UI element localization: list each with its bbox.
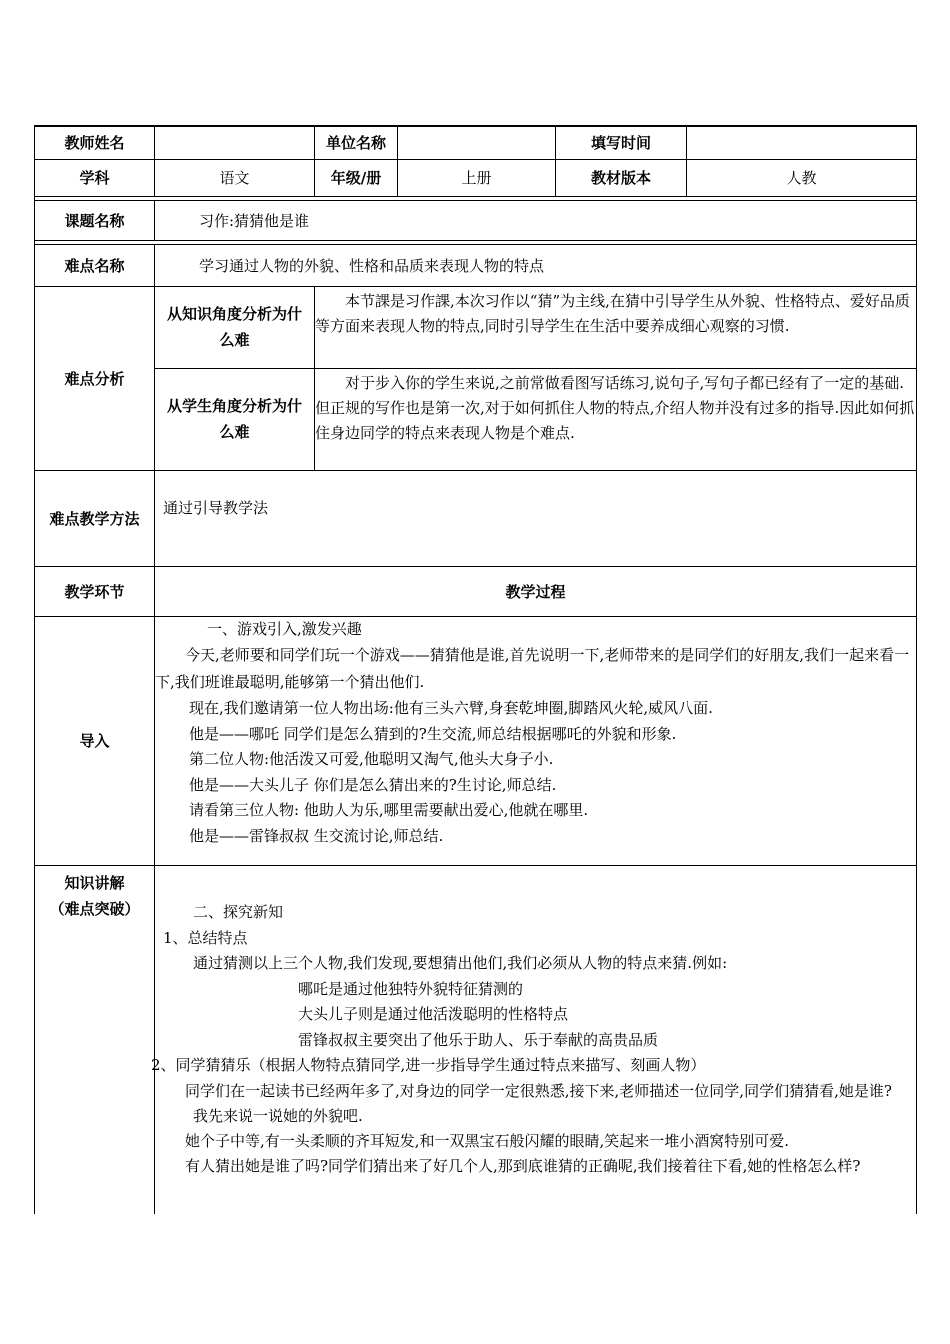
process-header-label: 教学过程 — [155, 566, 917, 616]
knowledge-label-line1: 知识讲解 — [64, 873, 125, 892]
knowledge-paragraph: 她个子中等,有一头柔顺的齐耳短发,和一双黑宝石般闪耀的眼睛,笑起来一堆小酒窝特别可爱. — [185, 1132, 790, 1151]
knowledge-content — [151, 865, 917, 1214]
knowledge-paragraph: 有人猜出她是谁了吗?同学们猜出来了好几个人,那到底谁猜的正确呢,我们接着往下看,她的性格怎么样? — [185, 1157, 861, 1176]
unit-value — [398, 126, 556, 159]
intro-line: 他是——哪吒 同学们是怎么猜到的?生交流,师总结根据哪吒的外貌和形象. — [189, 724, 677, 743]
knowledge-angle-label: 从知识角度分析为什么难 — [155, 286, 315, 368]
unit-label: 单位名称 — [315, 126, 398, 159]
student-angle-text: 对于步入你的学生来说,之前常做看图写话练习,说句子,写句子都已经有了一定的基础.但正规的写作也是第一次,对于如何抓住人物的特点,介绍人物并没有过多的指导.因此如何抓住身边同学的特点来表现人物是个难点. — [315, 373, 915, 442]
knowledge-label — [35, 865, 155, 1214]
difficulty-label: 难点名称 — [35, 244, 155, 286]
knowledge-paragraph: 同学们在一起读书已经两年多了,对身边的同学一定很熟悉,接下来,老师描述一位同学,同学们猜猜看,她是谁? — [185, 1081, 892, 1100]
topic-label: 课题名称 — [35, 200, 155, 240]
subject-label: 学科 — [35, 159, 155, 196]
knowledge-sub-heading-1: 1、总结特点 — [163, 928, 248, 947]
difficulty-value: 学习通过人物的外貌、性格和品质来表现人物的特点 — [155, 244, 917, 286]
analysis-label: 难点分析 — [35, 286, 155, 470]
knowledge-angle-text: 本节課是习作課,本次习作以“猜”为主线,在猜中引导学生从外貌、性格特点、爱好品质等方面来表现人物的特点,同时引导学生在生活中要养成细心观察的习惯. — [315, 291, 910, 335]
knowledge-heading: 二、探究新知 — [193, 903, 284, 922]
method-value: 通过引导教学法 — [155, 470, 917, 566]
knowledge-example: 大头儿子则是通过他活泼聪明的性格特点 — [298, 1005, 569, 1024]
stage-header-label: 教学环节 — [35, 566, 155, 616]
edition-label: 教材版本 — [556, 159, 687, 196]
student-angle-label: 从学生角度分析为什么难 — [155, 368, 315, 470]
intro-line: 第二位人物:他活泼又可爱,他聪明又淘气,他头大身子小. — [189, 750, 554, 768]
knowledge-label-line2: （难点突破） — [49, 899, 140, 918]
teacher-value — [155, 126, 315, 159]
intro-label: 导入 — [35, 616, 155, 865]
knowledge-angle-cell — [315, 286, 917, 368]
intro-content — [155, 616, 917, 865]
teacher-label: 教师姓名 — [35, 126, 155, 159]
student-angle-cell — [315, 368, 917, 470]
intro-line: 现在,我们邀请第一位人物出场:他有三头六臂,身套乾坤圈,脚踏风火轮,威风八面. — [189, 699, 713, 717]
intro-paragraph: 今天,老师要和同学们玩一个游戏——猜猜他是谁,首先说明一下,老师带来的是同学们的好朋友,我们一起来看一下,我们班谁最聪明,能够第一个猜出他们. — [155, 646, 910, 691]
intro-line: 请看第三位人物: 他助人为乐,哪里需要献出爱心,他就在哪里. — [189, 801, 589, 819]
knowledge-example: 雷锋叔叔主要突出了他乐于助人、乐于奉献的高贵品质 — [298, 1030, 659, 1049]
knowledge-paragraph: 我先来说一说她的外貌吧. — [193, 1106, 363, 1125]
knowledge-sub-heading-2: 2、同学猜猜乐（根据人物特点猜同学,进一步指导学生通过特点来描写、刻画人物） — [151, 1056, 706, 1075]
lesson-plan-table — [34, 125, 917, 1214]
knowledge-example: 哪吒是通过他独特外貌特征猜测的 — [298, 979, 524, 998]
knowledge-paragraph: 通过猜测以上三个人物,我们发现,要想猜出他们,我们必须从人物的特点来猜.例如: — [193, 954, 728, 973]
intro-line: 他是——雷锋叔叔 生交流讨论,师总结. — [189, 826, 444, 845]
topic-value: 习作:猜猜他是谁 — [155, 200, 917, 240]
intro-heading: 一、游戏引入,激发兴趣 — [207, 619, 362, 638]
subject-value: 语文 — [155, 159, 315, 196]
method-label: 难点教学方法 — [35, 470, 155, 566]
intro-line: 他是——大头儿子 你们是怎么猜出来的?生讨论,师总结. — [189, 775, 557, 794]
grade-label: 年级/册 — [315, 159, 398, 196]
date-value — [687, 126, 917, 159]
date-label: 填写时间 — [556, 126, 687, 159]
grade-value: 上册 — [398, 159, 556, 196]
edition-value: 人教 — [687, 159, 917, 196]
